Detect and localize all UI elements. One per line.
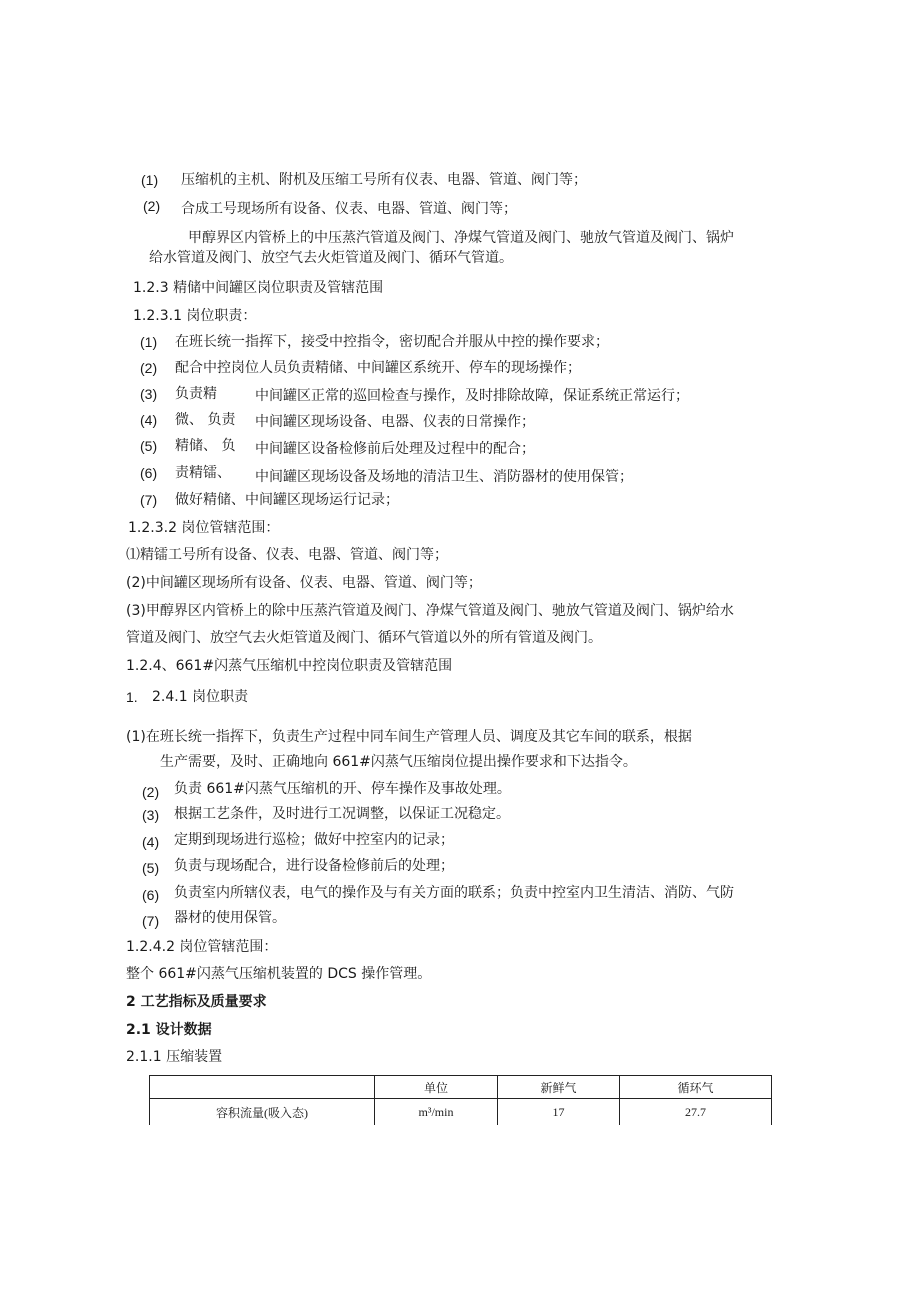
paragraph-line: 甲醇界区内管桥上的中压蒸汽管道及阀门、净煤气管道及阀门、驰放气管道及阀门、锅炉 [188, 230, 734, 246]
table-row [150, 1099, 772, 1126]
subsection-heading: 1.2.3.1 岗位职责： [133, 308, 257, 324]
table-header-cell [150, 1076, 375, 1099]
item-number: (6) [140, 465, 158, 481]
duty-text: 做好精储、中间罐区现场运行记录； [175, 492, 399, 508]
chapter-heading: 2 工艺指标及质量要求 [126, 994, 267, 1010]
item-number: (2) [140, 360, 158, 376]
duty-text: 责精镭、 [175, 465, 231, 481]
item-number: (5) [142, 860, 160, 876]
scope-item: ⑴精镭工号所有设备、仪表、电器、管道、阀门等； [126, 547, 448, 563]
table-header-row [150, 1076, 772, 1099]
table-cell: 27.7 [620, 1099, 772, 1126]
duty-text: 微、 负责 [175, 412, 236, 428]
item-number: (3) [142, 807, 160, 823]
heading-number: 1. [126, 689, 138, 705]
duty-text-cont: 中间罐区设备检修前后处理及过程中的配合； [255, 441, 535, 457]
item-number: (3) [140, 386, 158, 402]
duty-text: 在班长统一指挥下，接受中控指令，密切配合并服从中控的操作要求； [175, 334, 609, 350]
duty-text: 负责室内所辖仪表，电气的操作及与有关方面的联系；负责中控室内卫生清洁、消防、气防 [174, 885, 734, 901]
list-item-text: 合成工号现场所有设备、仪表、电器、管道、阀门等； [181, 201, 517, 217]
item-number: (4) [140, 412, 158, 428]
paragraph-line: 生产需要，及时、正确地向 661#闪蒸气压缩岗位提出操作要求和下达指令。 [160, 754, 637, 770]
item-number: (1) [140, 334, 158, 350]
item-number: (7) [140, 492, 158, 508]
table-cell: 容积流量(吸入态) [150, 1099, 375, 1126]
table-header-cell: 单位 [375, 1076, 498, 1099]
design-data-table [149, 1075, 772, 1125]
section-heading: 2.1 设计数据 [126, 1022, 212, 1038]
item-number: (2) [142, 784, 160, 800]
paragraph-line: 给水管道及阀门、放空气去火炬管道及阀门、循环气管道。 [149, 250, 513, 266]
paragraph-line: (1)在班长统一指挥下，负责生产过程中同车间生产管理人员、调度及其它车间的联系，根据 [126, 729, 692, 745]
table-header-cell: 新鲜气 [498, 1076, 620, 1099]
scope-item: 管道及阀门、放空气去火炬管道及阀门、循环气管道以外的所有管道及阀门。 [126, 630, 602, 646]
scope-item: (2)中间罐区现场所有设备、仪表、电器、管道、阀门等； [126, 575, 482, 591]
duty-text-cont: 中间罐区现场设备及场地的清洁卫生、消防器材的使用保管； [255, 469, 633, 485]
duty-text-cont: 中间罐区正常的巡回检查与操作，及时排除故障，保证系统正常运行； [255, 388, 689, 404]
duty-text: 配合中控岗位人员负责精储、中间罐区系统开、停车的现场操作； [175, 360, 581, 376]
item-number: (7) [142, 913, 160, 929]
subsection-heading: 1.2.4.2 岗位管辖范围： [126, 939, 278, 955]
duty-text: 负责精 [175, 386, 217, 402]
duty-text: 负责与现场配合，进行设备检修前后的处理； [174, 858, 454, 874]
section-heading: 1.2.4、661#闪蒸气压缩机中控岗位职责及管辖范围 [126, 658, 453, 674]
scope-text: 整个 661#闪蒸气压缩机装置的 DCS 操作管理。 [126, 966, 432, 982]
table-cell: 17 [498, 1099, 620, 1126]
item-number: (5) [140, 438, 158, 454]
item-number: (4) [142, 834, 160, 850]
item-number: (2) [143, 198, 161, 214]
subsection-heading: 1.2.3.2 岗位管辖范围： [128, 520, 280, 536]
duty-text: 根据工艺条件，及时进行工况调整，以保证工况稳定。 [174, 806, 510, 822]
duty-text-cont: 中间罐区现场设备、电器、仪表的日常操作； [255, 414, 535, 430]
section-heading: 1.2.3 精储中间罐区岗位职责及管辖范围 [133, 280, 384, 296]
table-cell: m³/min [375, 1099, 498, 1126]
scope-item: (3)甲醇界区内管桥上的除中压蒸汽管道及阀门、净煤气管道及阀门、驰放气管道及阀门、锅炉给水 [126, 603, 734, 619]
duty-text: 精储、 负 [175, 438, 236, 454]
item-number: (6) [142, 887, 160, 903]
list-item-text: 压缩机的主机、附机及压缩工号所有仪表、电器、管道、阀门等； [181, 172, 587, 188]
table-header-cell: 循环气 [620, 1076, 772, 1099]
subsection-heading: 2.4.1 岗位职责 [152, 689, 249, 705]
item-number: (1) [141, 172, 159, 188]
duty-text: 定期到现场进行巡检；做好中控室内的记录； [174, 832, 454, 848]
duty-text: 负责 661#闪蒸气压缩机的开、停车操作及事故处理。 [174, 781, 511, 797]
duty-text: 器材的使用保管。 [174, 910, 286, 926]
subsection-heading: 2.1.1 压缩装置 [126, 1049, 223, 1065]
